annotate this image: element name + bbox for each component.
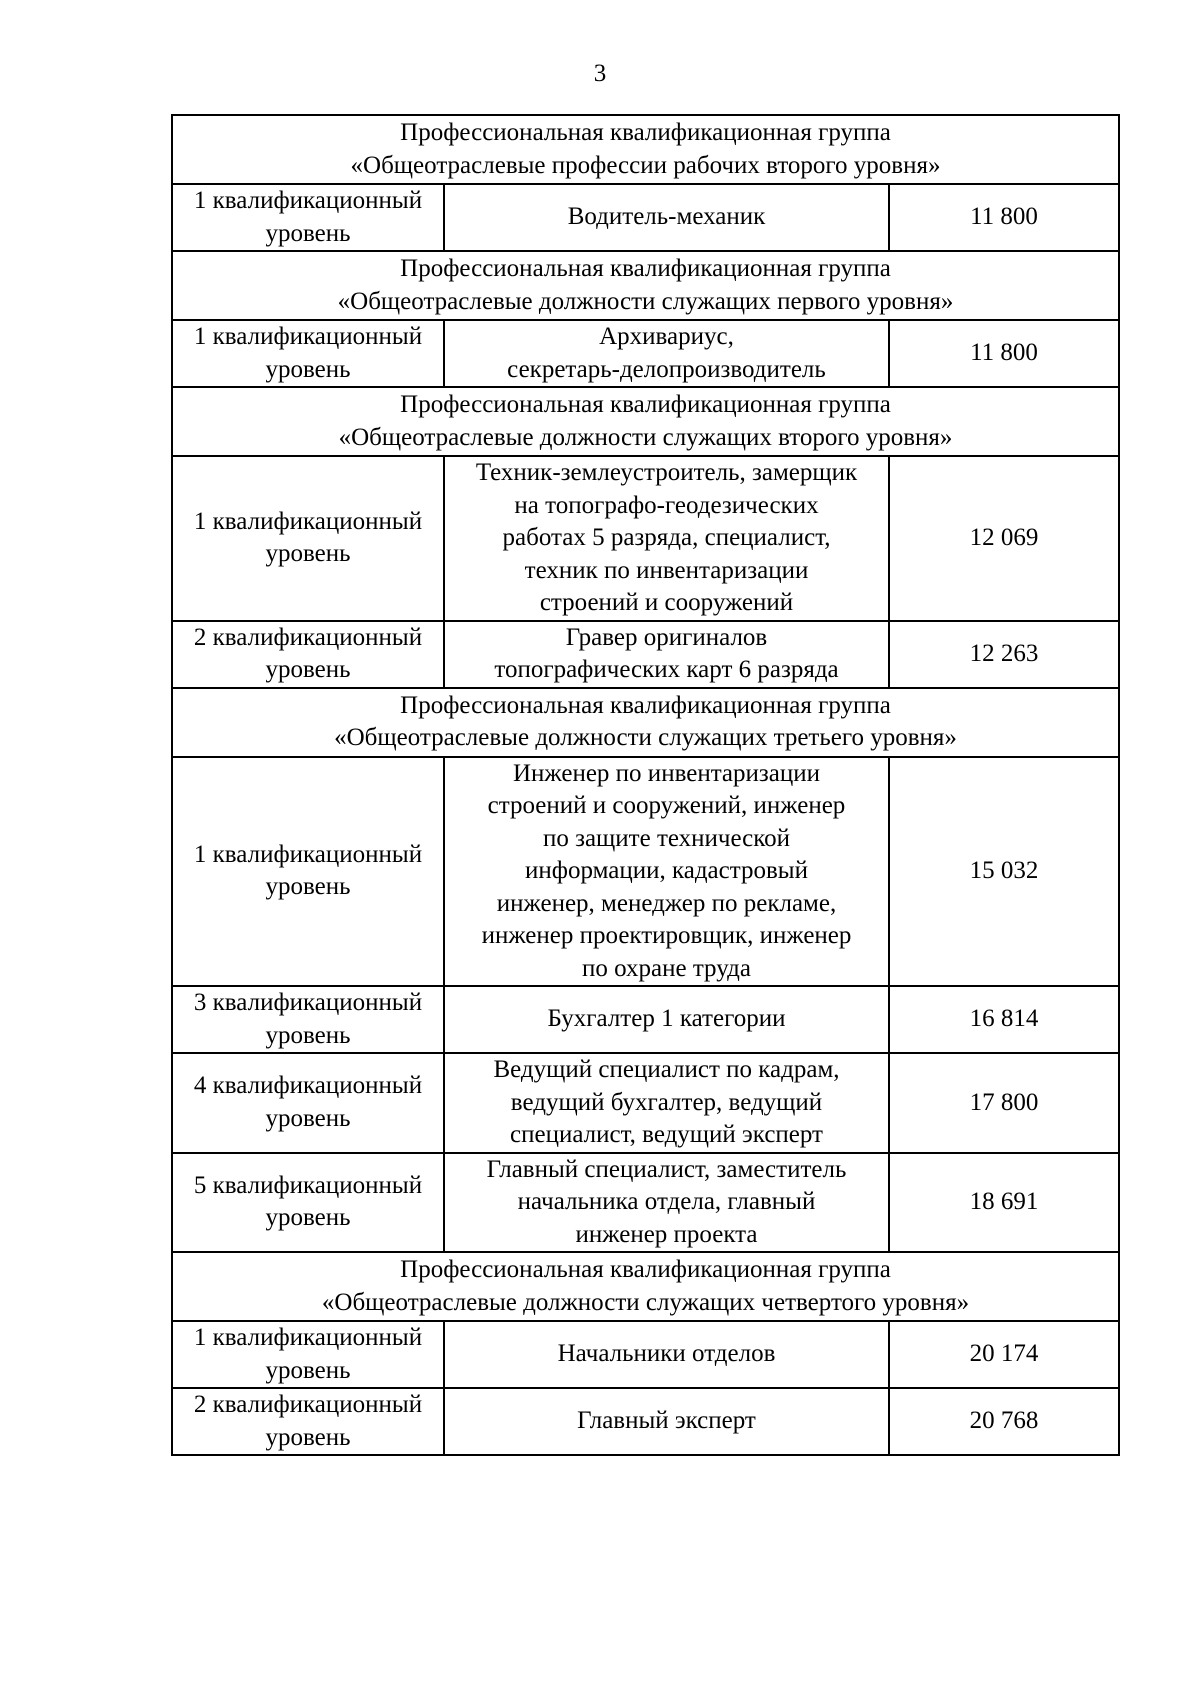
qualification-level-cell: 1 квалификационный уровень bbox=[172, 456, 444, 621]
group-title: Профессиональная квалификационная группа «Общеотраслевые должности служащих третьего уровня» bbox=[172, 688, 1119, 757]
qualification-level-cell: 1 квалификационный уровень bbox=[172, 757, 444, 987]
qualification-level-cell: 1 квалификационный уровень bbox=[172, 1321, 444, 1388]
salary-cell: 15 032 bbox=[889, 757, 1119, 987]
salary-cell: 16 814 bbox=[889, 986, 1119, 1053]
salary-cell: 17 800 bbox=[889, 1053, 1119, 1153]
group-title: Профессиональная квалификационная группа «Общеотраслевые должности служащих четвертого уровня» bbox=[172, 1252, 1119, 1321]
salary-cell: 20 768 bbox=[889, 1388, 1119, 1455]
qualification-level-cell: 3 квалификационный уровень bbox=[172, 986, 444, 1053]
table-row bbox=[172, 1321, 1119, 1388]
group-header-row bbox=[172, 115, 1119, 184]
group-header-row bbox=[172, 387, 1119, 456]
salary-cell: 12 263 bbox=[889, 621, 1119, 688]
table-row bbox=[172, 986, 1119, 1053]
positions-cell: Гравер оригиналов топографических карт 6 разряда bbox=[444, 621, 889, 688]
positions-cell: Архивариус, секретарь-делопроизводитель bbox=[444, 320, 889, 387]
table-row bbox=[172, 320, 1119, 387]
page-number: 3 bbox=[593, 60, 607, 87]
salary-cell: 20 174 bbox=[889, 1321, 1119, 1388]
positions-cell: Главный специалист, заместитель начальника отдела, главный инженер проекта bbox=[444, 1153, 889, 1253]
table-row bbox=[172, 757, 1119, 987]
positions-cell: Бухгалтер 1 категории bbox=[444, 986, 889, 1053]
qualification-table bbox=[171, 114, 1120, 1456]
group-title: Профессиональная квалификационная группа «Общеотраслевые должности служащих второго уровня» bbox=[172, 387, 1119, 456]
qualification-level-cell: 5 квалификационный уровень bbox=[172, 1153, 444, 1253]
salary-cell: 11 800 bbox=[889, 320, 1119, 387]
table-row bbox=[172, 1388, 1119, 1455]
qualification-level-cell: 4 квалификационный уровень bbox=[172, 1053, 444, 1153]
table-row bbox=[172, 184, 1119, 251]
group-header-row bbox=[172, 1252, 1119, 1321]
salary-cell: 11 800 bbox=[889, 184, 1119, 251]
qualification-level-cell: 2 квалификационный уровень bbox=[172, 621, 444, 688]
table-row bbox=[172, 456, 1119, 621]
salary-cell: 18 691 bbox=[889, 1153, 1119, 1253]
group-title: Профессиональная квалификационная группа «Общеотраслевые должности служащих первого уровня» bbox=[172, 251, 1119, 320]
qualification-level-cell: 1 квалификационный уровень bbox=[172, 184, 444, 251]
salary-cell: 12 069 bbox=[889, 456, 1119, 621]
table-row bbox=[172, 1153, 1119, 1253]
group-header-row bbox=[172, 688, 1119, 757]
qualification-level-cell: 1 квалификационный уровень bbox=[172, 320, 444, 387]
positions-cell: Водитель-механик bbox=[444, 184, 889, 251]
group-title: Профессиональная квалификационная группа «Общеотраслевые профессии рабочих второго уровня» bbox=[172, 115, 1119, 184]
positions-cell: Техник-землеустроитель, замерщик на топографо-геодезических работах 5 разряда, специалист, техник по инвентаризации строений и сооружений bbox=[444, 456, 889, 621]
positions-cell: Инженер по инвентаризации строений и сооружений, инженер по защите технической информации, кадастровый инженер, менеджер по рекламе, инженер проектировщик, инженер по охране труда bbox=[444, 757, 889, 987]
positions-cell: Начальники отделов bbox=[444, 1321, 889, 1388]
positions-cell: Главный эксперт bbox=[444, 1388, 889, 1455]
group-header-row bbox=[172, 251, 1119, 320]
qualification-level-cell: 2 квалификационный уровень bbox=[172, 1388, 444, 1455]
table-row bbox=[172, 621, 1119, 688]
positions-cell: Ведущий специалист по кадрам, ведущий бухгалтер, ведущий специалист, ведущий эксперт bbox=[444, 1053, 889, 1153]
table-row bbox=[172, 1053, 1119, 1153]
